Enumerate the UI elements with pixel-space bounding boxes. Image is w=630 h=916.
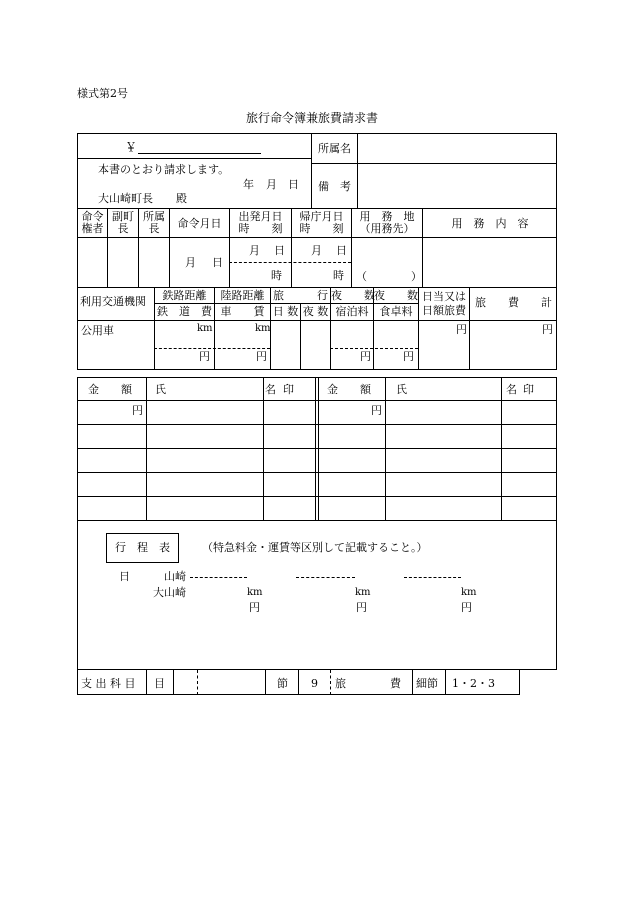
return-month: 月 <box>311 244 322 257</box>
payee-seal-header-2: 印 <box>523 383 534 396</box>
date-day: 日 <box>288 178 299 191</box>
itinerary-km-1: km <box>247 587 263 598</box>
budget-subsection-value: 1・2・3 <box>452 677 495 690</box>
itinerary-day: 日 <box>119 570 130 583</box>
date-year: 年 <box>243 178 254 191</box>
payee-yen-unit: 円 <box>132 404 143 417</box>
col-commander: 命令 権者 <box>81 210 104 235</box>
form-number: 様式第2号 <box>77 87 128 100</box>
col-rail-distance: 鉄路距離 <box>162 289 207 302</box>
col-dept-head: 所属 長 <box>143 210 165 235</box>
rail-yen-unit: 円 <box>199 350 210 363</box>
honorific: 殿 <box>176 192 187 205</box>
col-total: 旅 費 計 <box>475 296 552 309</box>
itinerary-km-2: km <box>355 587 371 598</box>
budget-subject-label: 支 出 科 目 <box>81 677 136 690</box>
budget-section-value: 9 <box>311 677 318 690</box>
budget-section-label: 節 <box>277 677 288 690</box>
col-travel: 旅 行 <box>273 289 328 302</box>
payee-amount-header-2: 金 額 <box>327 383 371 396</box>
col-rail-fare: 鉄 道 費 <box>157 305 212 318</box>
col-destination: 用 務 地 （用務先） <box>359 210 415 235</box>
itinerary-yen-1: 円 <box>249 601 260 614</box>
departure-day: 日 <box>274 244 285 257</box>
col-transport: 利用交通機関 <box>80 295 146 308</box>
order-day: 日 <box>212 256 223 269</box>
col-road-distance: 陸路距離 <box>220 289 265 302</box>
itinerary-yen-2: 円 <box>356 601 367 614</box>
yen-mark: ￥ <box>125 140 138 154</box>
col-meal: 食卓料 <box>379 305 413 318</box>
itinerary-note: （特急料金・運賃等区別して記載すること。） <box>202 541 428 554</box>
col-order-date: 命令月日 <box>177 217 222 230</box>
itinerary-from: 山崎 <box>164 570 186 583</box>
col-daily: 日当又は 日額旅費 <box>422 290 466 317</box>
payee-name-header-2: 氏 名 <box>396 383 517 396</box>
departure-hour: 時 <box>271 269 282 282</box>
budget-item-label: 目 <box>154 677 165 690</box>
col-return: 帰庁月日 時 刻 <box>299 210 344 235</box>
meal-yen-unit: 円 <box>403 350 414 363</box>
daily-yen-unit: 円 <box>456 323 467 336</box>
rail-km-unit: km <box>197 323 213 334</box>
col-purpose: 用 務 内 容 <box>451 217 529 230</box>
itinerary-km-3: km <box>461 587 477 598</box>
lodging-yen-unit: 円 <box>360 350 371 363</box>
col-nights3: 夜 数 <box>374 289 418 302</box>
request-text: 本書のとおり請求します。 <box>98 163 230 176</box>
budget-travel-label: 旅 費 <box>335 677 401 690</box>
itinerary-to: 大山崎 <box>153 586 186 599</box>
return-day: 日 <box>336 244 347 257</box>
itinerary-label: 行 程 表 <box>115 541 170 554</box>
affiliation-label: 所属名 <box>318 142 351 155</box>
amount-field <box>138 153 261 154</box>
payee-table <box>77 377 557 521</box>
road-yen-unit: 円 <box>256 350 267 363</box>
col-nights2: 夜 数 <box>331 289 375 302</box>
order-month: 月 <box>185 256 196 269</box>
col-deputy: 副町 長 <box>112 210 134 235</box>
col-lodging: 宿泊料 <box>335 305 369 318</box>
payee-yen-unit-2: 円 <box>371 404 382 417</box>
form-title: 旅行命令簿兼旅費請求書 <box>246 111 379 125</box>
departure-month: 月 <box>249 244 260 257</box>
vehicle-label: 公用車 <box>81 324 114 337</box>
col-nights: 夜 数 <box>302 305 329 318</box>
payee-name-header: 氏 名 <box>155 383 276 396</box>
payee-seal-header: 印 <box>283 383 294 396</box>
return-hour: 時 <box>333 269 344 282</box>
remarks-label: 備 考 <box>318 180 351 193</box>
date-month: 月 <box>266 178 277 191</box>
col-days: 日 数 <box>272 305 299 318</box>
addressee: 大山崎町長 <box>98 192 153 205</box>
col-departure: 出発月日 時 刻 <box>238 210 283 235</box>
col-road-fare: 車 賃 <box>220 305 265 318</box>
payee-amount-header: 金 額 <box>88 383 132 396</box>
budget-subsection-label: 細節 <box>416 677 438 690</box>
destination-paren: （ ） <box>356 270 422 283</box>
total-yen-unit: 円 <box>542 323 553 336</box>
road-km-unit: km <box>255 323 271 334</box>
itinerary-yen-3: 円 <box>461 601 472 614</box>
